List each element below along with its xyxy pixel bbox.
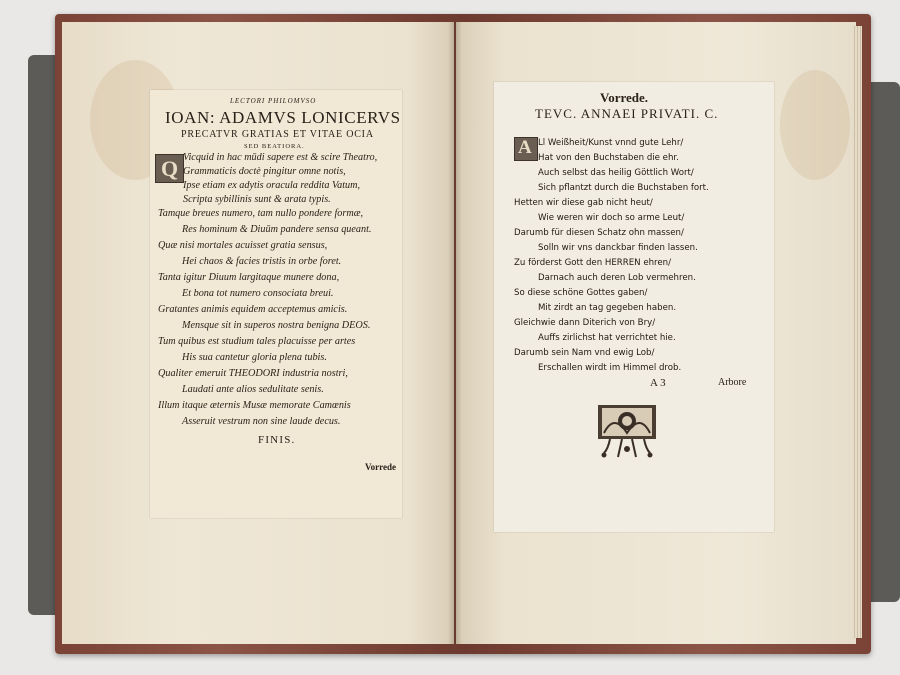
german-verse-line: Zu förderst Gott den HERREN ehren/ bbox=[514, 258, 672, 268]
latin-verse-line: Tum quibus est studium tales placuisse per artes bbox=[158, 336, 356, 347]
printers-ornament bbox=[596, 403, 658, 461]
decorated-initial-a: A bbox=[514, 137, 538, 161]
vorrede-heading: Vorrede. bbox=[600, 90, 649, 105]
page-edges bbox=[852, 26, 862, 638]
latin-verse-line: Mensque sit in superos nostra benigna DEOS. bbox=[182, 320, 371, 331]
latin-verse-line: Tamque breues numero, tam nullo pondere formæ, bbox=[158, 208, 364, 219]
finis-mark: FINIS. bbox=[258, 434, 296, 446]
heading-subtitle: PRECATVR GRATIAS ET VITAE OCIA bbox=[181, 129, 374, 140]
german-verse-line: Solln wir vns danckbar finden lassen. bbox=[538, 243, 698, 253]
latin-verse-line: Ipse etiam ex adytis oracula reddita Vatum, bbox=[183, 180, 361, 191]
latin-verse-line: Grammaticis doctè pingitur omne notis, bbox=[183, 166, 346, 177]
german-verse-line: Auffs zirlichst hat verrichtet hie. bbox=[538, 333, 676, 343]
latin-verse-line: Qualiter emeruit THEODORI industria nostri, bbox=[158, 368, 348, 379]
german-verse-line: Darnach auch deren Lob vermehren. bbox=[538, 273, 696, 283]
latin-verse-line: Laudati ante alios sedulitate senis. bbox=[182, 384, 324, 395]
german-verse-line: Mit zirdt an tag gegeben haben. bbox=[538, 303, 677, 313]
foxing-stain bbox=[780, 70, 850, 180]
latin-verse-line: Res hominum & Diuūm pandere sensa queant. bbox=[182, 224, 372, 235]
german-verse-line: Darumb für diesen Schatz ohn massen/ bbox=[514, 228, 684, 238]
catchword-left: Vorrede bbox=[365, 462, 396, 472]
latin-verse-line: His sua cantetur gloria plena tubis. bbox=[182, 352, 327, 363]
heading-subtitle-2: SED BEATIORA. bbox=[244, 143, 305, 150]
latin-verse-line: Hei chaos & facies tristis in orbe foret. bbox=[182, 256, 342, 267]
latin-verse-line: Gratantes animis equidem acceptemus amicis. bbox=[158, 304, 348, 315]
latin-verse-line: Tanta igitur Diuum largitaque munere dona, bbox=[158, 272, 340, 283]
latin-verse-line: Asseruit vestrum non sine laude decus. bbox=[182, 416, 341, 427]
dedication-small-heading: LECTORI PHILOMVSO bbox=[230, 97, 317, 105]
german-verse-line: Hat von den Buchstaben die ehr. bbox=[538, 153, 679, 163]
german-verse-line: So diese schöne Gottes gaben/ bbox=[514, 288, 648, 298]
german-verse-line: Sich pflantzt durch die Buchstaben fort. bbox=[538, 183, 709, 193]
latin-verse-line: Et bona tot numero consociata breui. bbox=[182, 288, 334, 299]
latin-verse-line: Illum itaque æternis Musæ memorate Camœnis bbox=[158, 400, 351, 411]
latin-verse-line: Scripta sybillinis sunt & arata typis. bbox=[183, 194, 331, 205]
german-verse-line: Ll Weißheit/Kunst vnnd gute Lehr/ bbox=[538, 138, 684, 148]
book-gutter bbox=[448, 22, 462, 644]
german-verse-line: Erschallen wirdt im Himmel drob. bbox=[538, 363, 682, 373]
catchword-right: Arbore bbox=[718, 377, 747, 388]
german-verse-line: Darumb sein Nam vnd ewig Lob/ bbox=[514, 348, 655, 358]
german-verse-line: Wie weren wir doch so arme Leut/ bbox=[538, 213, 685, 223]
german-verse-line: Gleichwie dann Diterich von Bry/ bbox=[514, 318, 656, 328]
latin-verse-line: Quæ nisi mortales acuisset gratia sensus, bbox=[158, 240, 328, 251]
german-verse-line: Hetten wir diese gab nicht heut/ bbox=[514, 198, 653, 208]
author-name-heading: IOAN: ADAMVS LONICERVS bbox=[165, 108, 401, 127]
signature-mark: A 3 bbox=[650, 377, 666, 389]
german-verse-line: Auch selbst das heilig Göttlich Wort/ bbox=[538, 168, 694, 178]
decorated-initial-q: Q bbox=[155, 154, 184, 183]
latin-verse-line: Vicquid in hac mūdi sapere est & scire Theatro, bbox=[183, 152, 378, 163]
preface-title: TEVC. ANNAEI PRIVATI. C. bbox=[535, 106, 719, 121]
